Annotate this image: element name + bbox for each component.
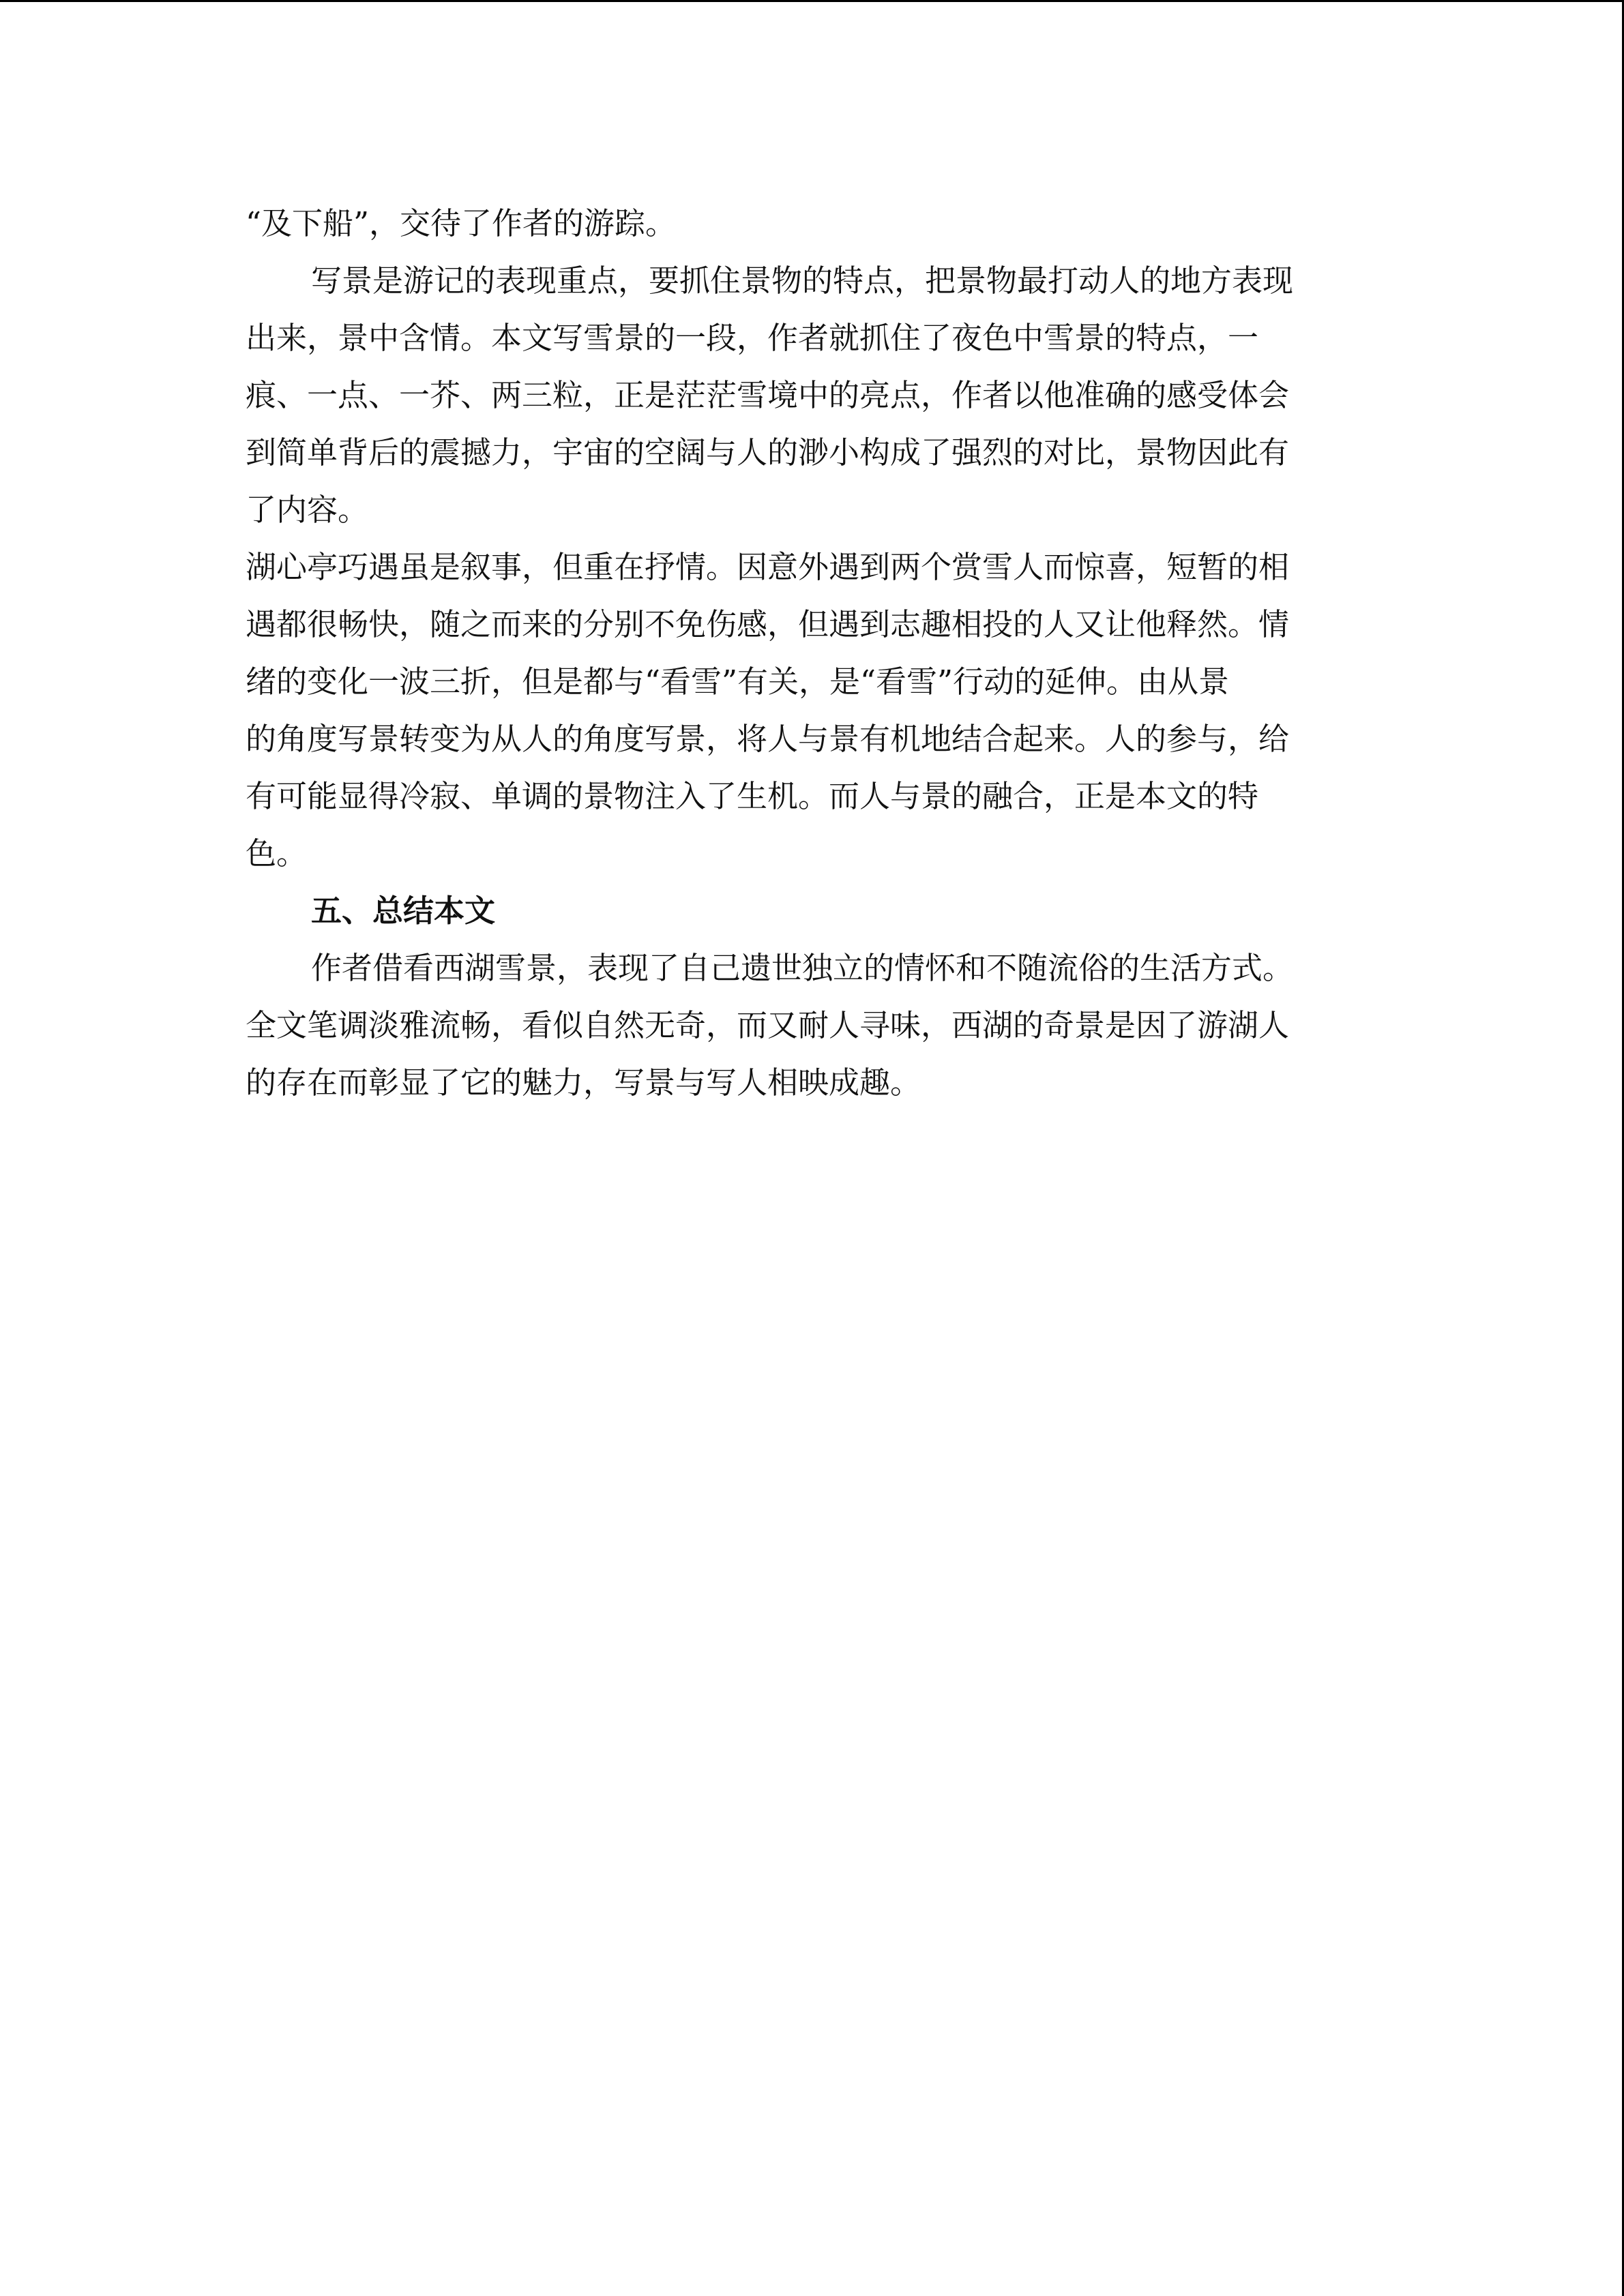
text-line: 有可能显得冷寂、单调的景物注入了生机。而人与景的融合，正是本文的特 <box>246 778 1259 814</box>
text-line: 到简单背后的震撼力，宇宙的空阔与人的渺小构成了强烈的对比，景物因此有 <box>246 434 1290 471</box>
text-line: 了内容。 <box>246 492 369 528</box>
text-line: 出来，景中含情。本文写雪景的一段，作者就抓住了夜色中雪景的特点，一 <box>246 320 1259 356</box>
paragraph-scenery-start: 写景是游记的表现重点，要抓住景物的特点，把景物最打动人的地方表现 <box>311 263 1294 299</box>
text-line: 的存在而彰显了它的魅力，写景与写人相映成趣。 <box>246 1064 921 1101</box>
section-heading-summary: 五、总结本文 <box>311 893 496 929</box>
paragraph-pavilion-start: 湖心亭巧遇虽是叙事，但重在抒情。因意外遇到两个赏雪人而惊喜，短暂的相 <box>246 549 1290 585</box>
text-line: 绪的变化一波三折，但是都与“看雪”有关，是“看雪”行动的延伸。由从景 <box>246 664 1230 700</box>
text-line: “及下船”，交待了作者的游踪。 <box>246 205 677 241</box>
page-top-border <box>0 0 1624 2</box>
text-line: 色。 <box>246 835 308 871</box>
paragraph-summary-start: 作者借看西湖雪景，表现了自己遗世独立的情怀和不随流俗的生活方式。 <box>311 950 1294 986</box>
text-line: 的角度写景转变为从人的角度写景，将人与景有机地结合起来。人的参与，给 <box>246 721 1290 757</box>
document-body <box>246 195 1378 1112</box>
text-line: 全文笔调淡雅流畅，看似自然无奇，而又耐人寻味，西湖的奇景是因了游湖人 <box>246 1007 1290 1043</box>
text-line: 痕、一点、一芥、两三粒，正是茫茫雪境中的亮点，作者以他准确的感受体会 <box>246 377 1290 413</box>
text-line: 遇都很畅快，随之而来的分别不免伤感，但遇到志趣相投的人又让他释然。情 <box>246 606 1290 642</box>
